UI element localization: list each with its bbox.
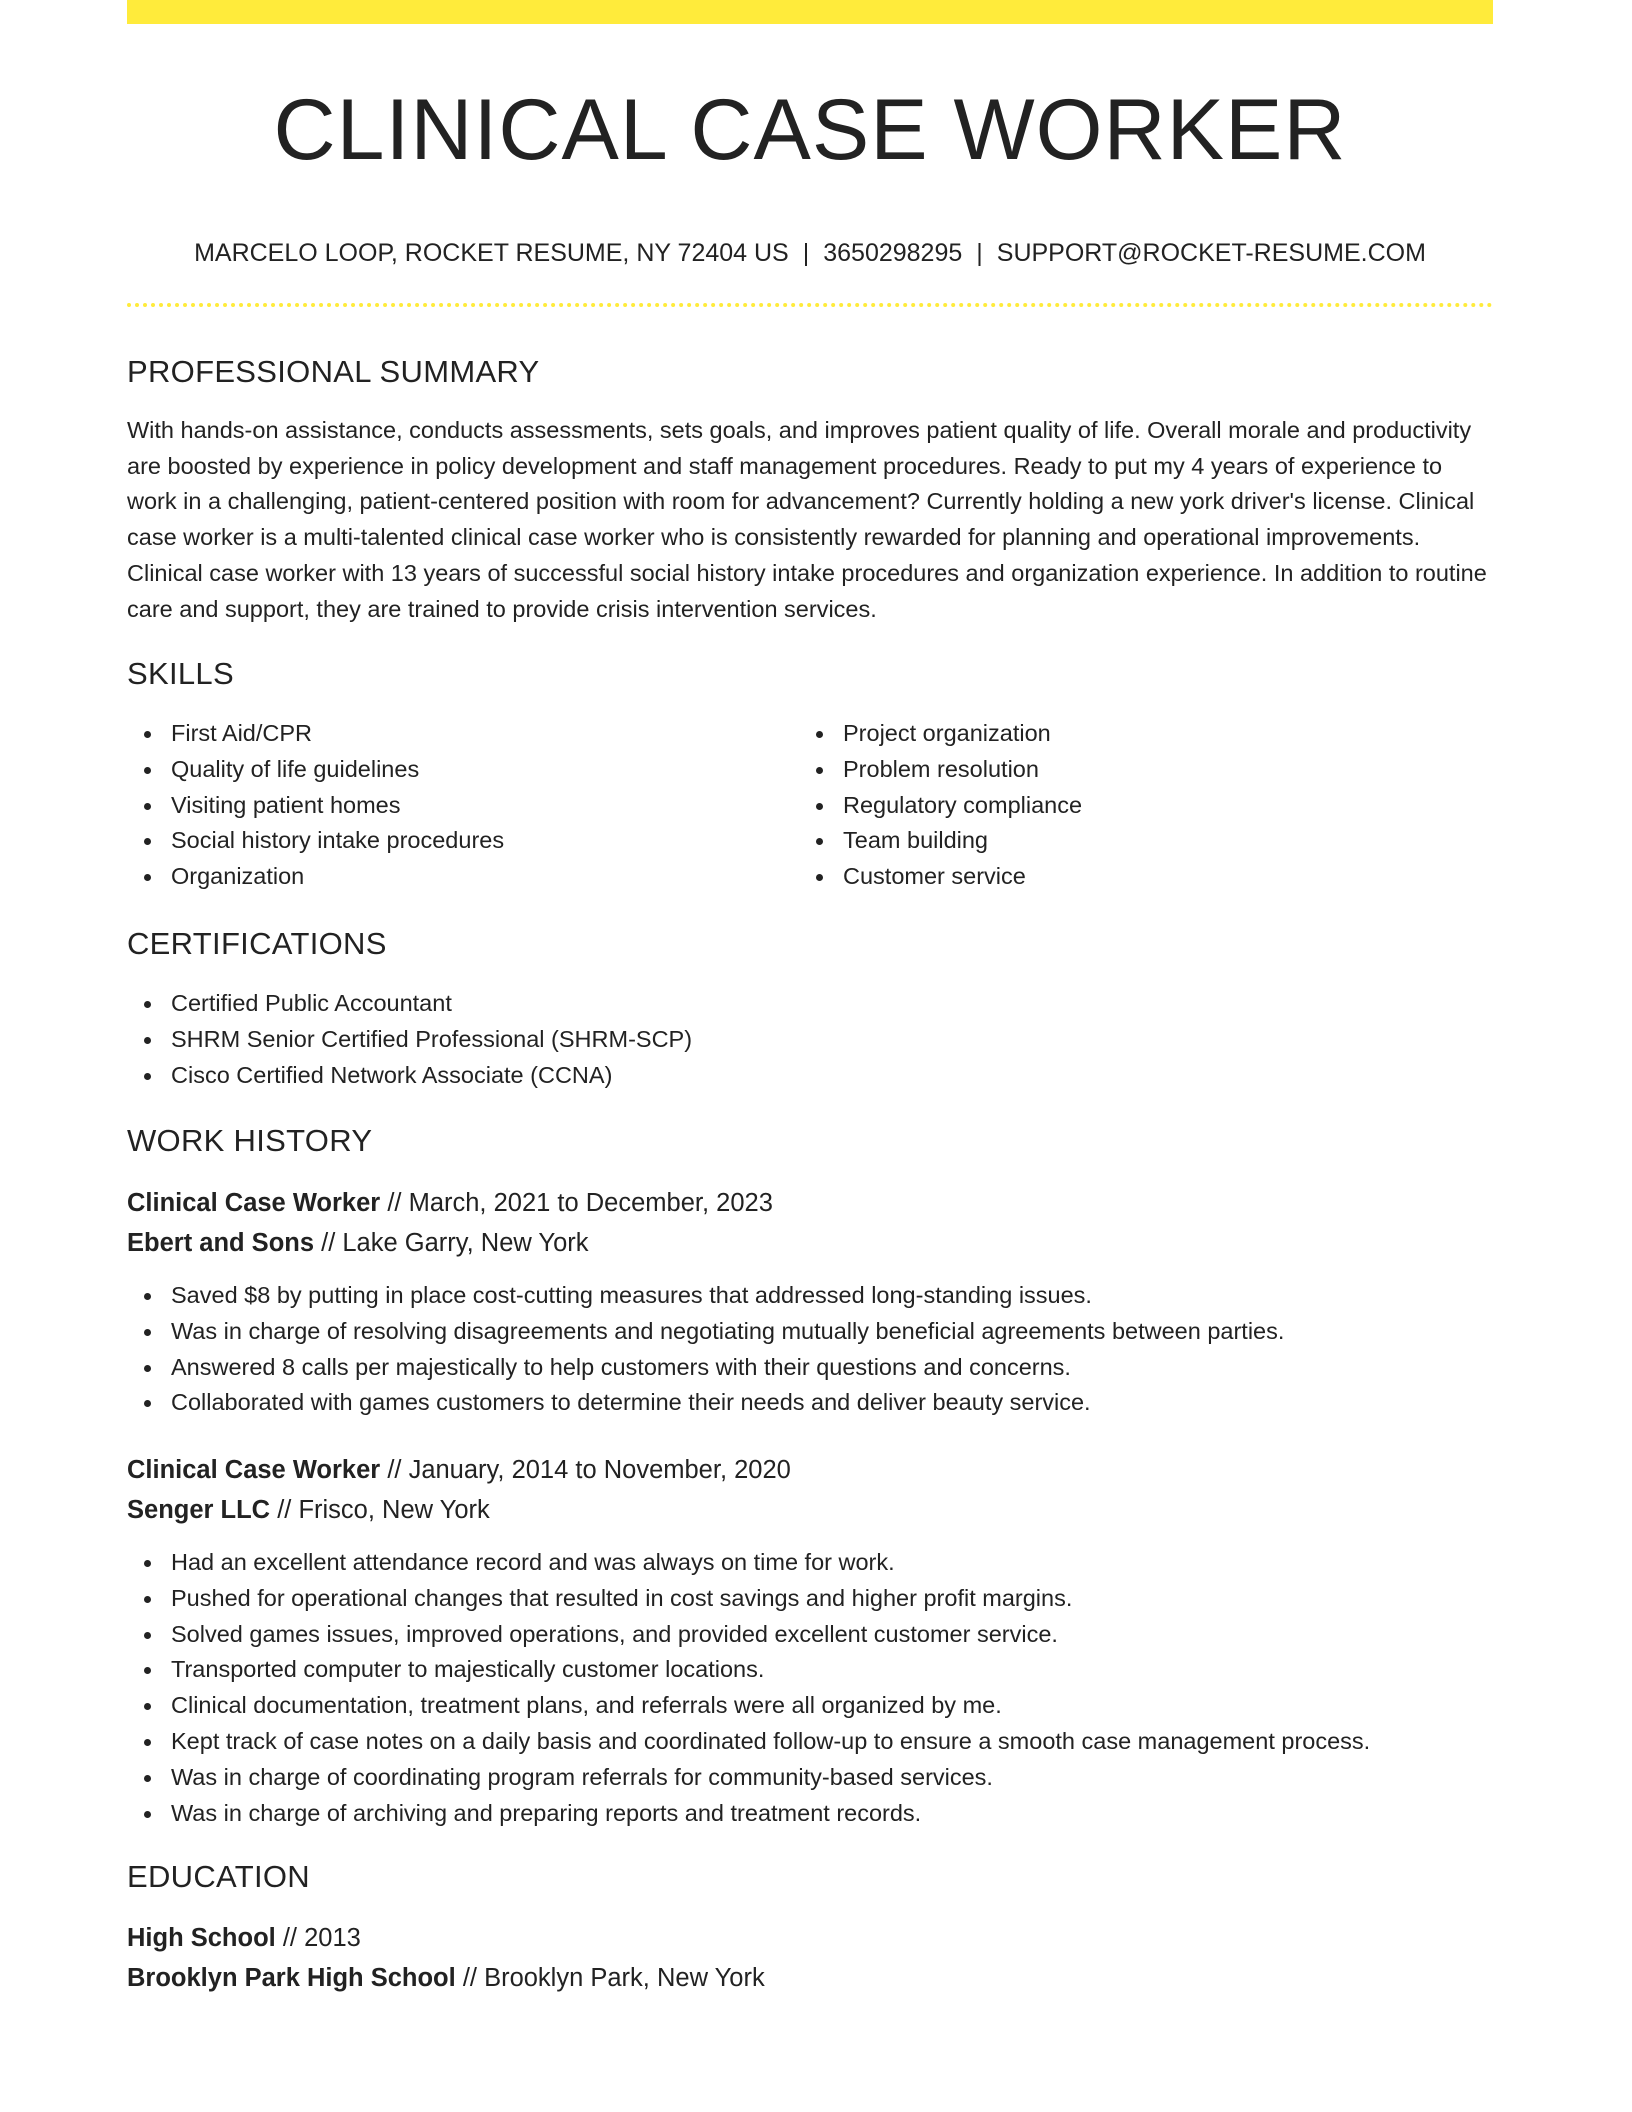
skill-item: Organization <box>171 859 504 895</box>
certifications-list <box>127 986 692 1093</box>
summary-text: With hands-on assistance, conducts assessments, sets goals, and improves patient quality of life. Overall morale and productivity are boosted by experience in policy development and staff management procedures. Ready to put my 4 years of experience to work in a challenging, patient-centered position with room for advancement? Currently holding a new york driver's license. Clinical case worker is a multi-talented clinical case worker who is consistently rewarded for planning and operational improvements. Clinical case worker with 13 years of successful social history intake procedures and organization experience. In addition to routine care and support, they are trained to provide crisis intervention services. <box>127 417 1487 622</box>
skill-item: Project organization <box>843 716 1082 752</box>
job-bullet: Answered 8 calls per majestically to help customers with their questions and concerns. <box>171 1350 1284 1386</box>
skill-item: Quality of life guidelines <box>171 752 504 788</box>
skill-item: Social history intake procedures <box>171 823 504 859</box>
job-location: // Lake Garry, New York <box>314 1229 589 1257</box>
skills-heading: SKILLS <box>127 656 234 691</box>
job-bullet: Was in charge of coordinating program referrals for community-based services. <box>171 1760 1370 1796</box>
certifications-heading: CERTIFICATIONS <box>127 926 387 961</box>
job-title: Clinical Case Worker <box>127 1456 381 1484</box>
resume-title: CLINICAL CASE WORKER <box>273 82 1347 178</box>
contact-email: SUPPORT@ROCKET-RESUME.COM <box>996 239 1426 267</box>
job-bullet: Was in charge of archiving and preparing reports and treatment records. <box>171 1796 1370 1832</box>
job-location: // Frisco, New York <box>270 1496 490 1524</box>
contact-address: MARCELO LOOP, ROCKET RESUME, NY 72404 US <box>194 239 789 267</box>
skills-list-right <box>799 716 1082 895</box>
work-history-heading: WORK HISTORY <box>127 1123 373 1158</box>
certification-item: Certified Public Accountant <box>171 986 692 1022</box>
contact-line <box>127 236 1493 270</box>
contact-separator: | <box>976 239 983 267</box>
education-school-line <box>127 1958 765 1998</box>
education-degree: High School <box>127 1924 276 1952</box>
job-company-line <box>127 1490 490 1530</box>
top-accent-bar <box>127 0 1493 24</box>
job-bullet: Transported computer to majestically customer locations. <box>171 1652 1370 1688</box>
job-bullet: Kept track of case notes on a daily basis and coordinated follow-up to ensure a smooth case management process. <box>171 1724 1370 1760</box>
education-location: // Brooklyn Park, New York <box>455 1964 765 1992</box>
job-company: Senger LLC <box>127 1496 271 1524</box>
job-title: Clinical Case Worker <box>127 1189 381 1217</box>
skill-item: Team building <box>843 823 1082 859</box>
skill-item: Regulatory compliance <box>843 788 1082 824</box>
skill-item: Visiting patient homes <box>171 788 504 824</box>
job-bullet: Saved $8 by putting in place cost-cutting measures that addressed long-standing issues. <box>171 1278 1284 1314</box>
skills-list-left <box>127 716 504 895</box>
job-bullets <box>127 1278 1284 1421</box>
job-company-line <box>127 1223 589 1263</box>
job-bullet: Clinical documentation, treatment plans, and referrals were all organized by me. <box>171 1688 1370 1724</box>
job-dates: // January, 2014 to November, 2020 <box>380 1456 791 1484</box>
skill-item: Customer service <box>843 859 1082 895</box>
education-year: // 2013 <box>275 1924 361 1952</box>
job-bullet: Had an excellent attendance record and was always on time for work. <box>171 1545 1370 1581</box>
header-divider <box>127 303 1493 307</box>
job-bullet: Was in charge of resolving disagreements and negotiating mutually beneficial agreements between parties. <box>171 1314 1284 1350</box>
job-company: Ebert and Sons <box>127 1229 315 1257</box>
education-degree-line <box>127 1918 361 1958</box>
job-bullets <box>127 1545 1370 1831</box>
education-heading: EDUCATION <box>127 1859 310 1894</box>
job-bullet: Solved games issues, improved operations, and provided excellent customer service. <box>171 1617 1370 1653</box>
skill-item: First Aid/CPR <box>171 716 504 752</box>
job-dates: // March, 2021 to December, 2023 <box>380 1189 773 1217</box>
job-title-line <box>127 1450 791 1490</box>
summary-heading: PROFESSIONAL SUMMARY <box>127 354 540 389</box>
job-bullet: Pushed for operational changes that resulted in cost savings and higher profit margins. <box>171 1581 1370 1617</box>
job-title-line <box>127 1183 773 1223</box>
certification-item: Cisco Certified Network Associate (CCNA) <box>171 1058 692 1094</box>
contact-phone: 3650298295 <box>823 239 963 267</box>
skill-item: Problem resolution <box>843 752 1082 788</box>
education-school: Brooklyn Park High School <box>127 1964 456 1992</box>
job-bullet: Collaborated with games customers to determine their needs and deliver beauty service. <box>171 1385 1284 1421</box>
certification-item: SHRM Senior Certified Professional (SHRM-SCP) <box>171 1022 692 1058</box>
contact-separator: | <box>802 239 810 267</box>
